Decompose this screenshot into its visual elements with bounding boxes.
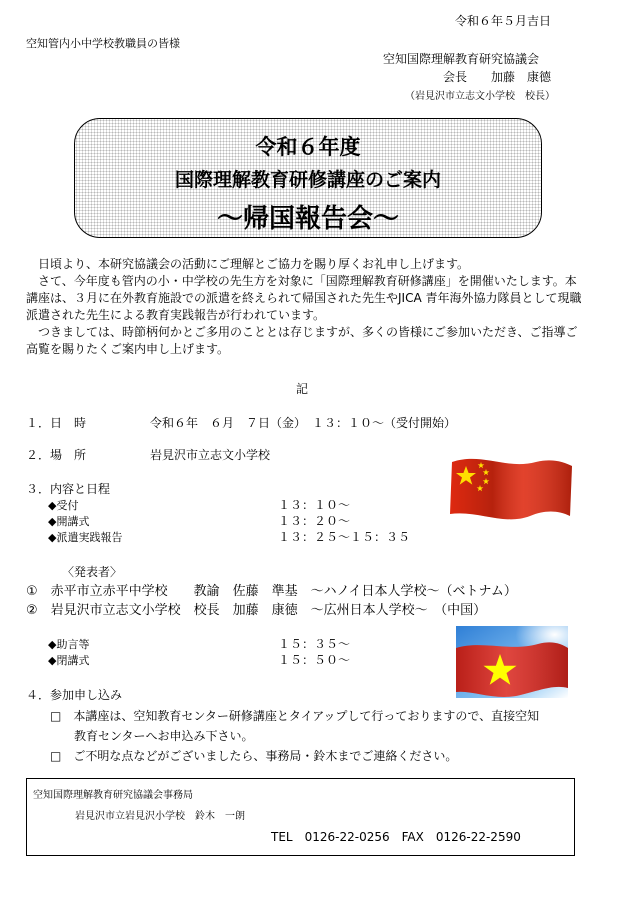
intro-text [26, 256, 582, 358]
contact-phone-fax: TEL 0126-22-0256 FAX 0126-22-2590 [271, 830, 521, 844]
schedule-name: ◆受付 [48, 499, 79, 512]
title-main: 国際理解教育研修講座のご案内 [174, 169, 441, 191]
schedule-name: ◆派遣実践報告 [48, 531, 123, 544]
intro-paragraph: つきましては、時節柄何かとご多用のこととは存じますが、多くの皆様にご参加いただき、ご指導ご高覧を賜りたくご案内申し上げます。 [26, 325, 578, 356]
title-sub: ～帰国報告会～ [216, 204, 399, 234]
note-line: □ ご不明な点などがございましたら、事務局・鈴木までご連絡ください。 [50, 749, 458, 763]
schedule-name: ◆閉講式 [48, 654, 90, 667]
item2-value: 岩見沢市立志文小学校 [150, 448, 271, 462]
item4-label: ４．参加申し込み [26, 688, 123, 702]
schedule-name: ◆開講式 [48, 515, 90, 528]
schedule-name: ◆助言等 [48, 638, 90, 651]
issue-date: 令和６年５月吉日 [455, 14, 552, 28]
note-line: □ 本講座は、空知教育センター研修講座とタイアップして行っておりますので、直接空知 [50, 709, 540, 723]
title-year: 令和６年度 [255, 135, 361, 159]
schedule-time: １３：２５～１５：３５ [278, 530, 411, 544]
china-flag-image [448, 452, 576, 524]
contact-person: 岩見沢市立岩見沢小学校 鈴木 一朗 [75, 811, 245, 822]
note-line: 教育センターへお申込み下さい。 [74, 729, 254, 743]
schedule-time: １５：３５～ [278, 637, 351, 651]
recipient: 空知管内小中学校教職員の皆様 [26, 37, 180, 50]
item2-label: ２．場 所 [26, 448, 87, 462]
intro-paragraph: さて、今年度も管内の小・中学校の先生方を対象に「国際理解教育研修講座」を開催いたします。本講座は、３月に在外教育施設での派遣を終えられて帰国された先生やJICA 青年海外協力隊員として現職派遣された先生による教育実践報告が行われています。 [26, 274, 582, 322]
contact-office: 空知国際理解教育研究協議会事務局 [33, 790, 193, 801]
presenter-line: ② 岩見沢市立志文小学校 校長 加藤 康徳 ～広州日本人学校～ （中国） [26, 603, 487, 618]
schedule-time: １３：２０～ [278, 514, 351, 528]
schedule-time: １５：５０～ [278, 653, 351, 667]
vietnam-flag-image [456, 626, 568, 698]
president-name: 会長 加藤 康德 [443, 70, 552, 84]
item1-label: １．日 時 [26, 416, 87, 430]
president-affiliation: （岩見沢市立志文小学校 校長） [405, 91, 555, 102]
organization-name: 空知国際理解教育研究協議会 [383, 52, 540, 66]
ki-heading: 記 [296, 382, 309, 396]
item3-label: ３．内容と日程 [26, 482, 111, 496]
presenter-line: ① 赤平市立赤平中学校 教諭 佐藤 準基 ～ハノイ日本人学校～（ベトナム） [26, 584, 517, 599]
intro-paragraph: 日頃より、本研究協議会の活動にご理解とご協力を賜り厚くお礼申し上げます。 [38, 257, 470, 271]
schedule-time: １３：１０～ [278, 498, 351, 512]
contact-box [26, 778, 575, 856]
item1-value: 令和６年 ６月 ７日（金） １３：１０～（受付開始） [150, 416, 457, 430]
title-box [74, 118, 542, 238]
presenters-heading: 〈発表者〉 [62, 565, 123, 579]
